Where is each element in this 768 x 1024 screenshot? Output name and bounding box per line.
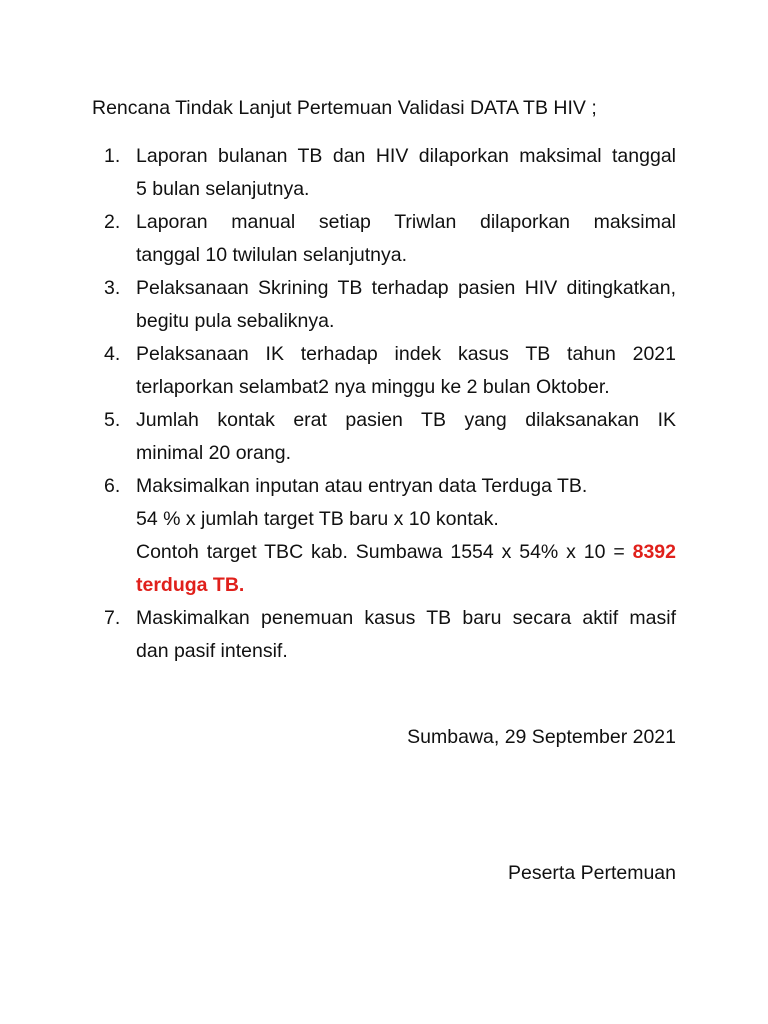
item-text-line: terlaporkan selambat2 nya minggu ke 2 bulan Oktober. <box>136 376 610 398</box>
document-heading: Rencana Tindak Lanjut Pertemuan Validasi DATA TB HIV ; <box>92 97 597 119</box>
item-text-line: 5 bulan selanjutnya. <box>136 178 310 200</box>
list-item <box>92 206 676 272</box>
list-item <box>92 272 676 338</box>
formula-text: Contoh target TBC kab. Sumbawa 1554 x 54% x 10 = <box>136 541 633 563</box>
list-item <box>92 140 676 206</box>
item-text-line: begitu pula sebaliknya. <box>136 310 335 332</box>
item-text-line: Jumlah kontak erat pasien TB yang dilaksanakan IK <box>136 409 676 431</box>
list-item <box>92 602 676 668</box>
item-text-line: minimal 20 orang. <box>136 442 291 464</box>
item-text-line: dan pasif intensif. <box>136 640 288 662</box>
item-number: 1. <box>104 145 121 167</box>
item-text-line: Maksimalkan inputan atau entryan data Terduga TB. <box>136 475 588 497</box>
item-text-line <box>136 536 676 569</box>
item-number: 2. <box>104 211 121 233</box>
action-list <box>92 140 676 668</box>
item-number: 4. <box>104 343 121 365</box>
item-text-line: Laporan bulanan TB dan HIV dilaporkan maksimal tanggal <box>136 145 676 167</box>
item-text-line: tanggal 10 twilulan selanjutnya. <box>136 244 408 266</box>
item-text-line: 54 % x jumlah target TB baru x 10 kontak. <box>136 508 499 530</box>
item-text-line: Laporan manual setiap Triwlan dilaporkan maksimal <box>136 211 676 233</box>
item-number: 6. <box>104 475 121 497</box>
item-text-line: Pelaksanaan IK terhadap indek kasus TB tahun 2021 <box>136 343 676 365</box>
item-number: 5. <box>104 409 121 431</box>
list-item <box>92 338 676 404</box>
item-number: 3. <box>104 277 121 299</box>
result-highlight: 8392 <box>632 541 676 563</box>
item-text-line: Maskimalkan penemuan kasus TB baru secara aktif masif <box>136 607 676 629</box>
place-date-line: Sumbawa, 29 September 2021 <box>407 726 676 748</box>
list-item <box>92 470 676 602</box>
item-text-line: Pelaksanaan Skrining TB terhadap pasien HIV ditingkatkan, <box>136 277 676 299</box>
result-highlight-label: terduga TB. <box>136 574 245 596</box>
list-item <box>92 404 676 470</box>
item-number: 7. <box>104 607 121 629</box>
signature-label: Peserta Pertemuan <box>507 862 676 884</box>
